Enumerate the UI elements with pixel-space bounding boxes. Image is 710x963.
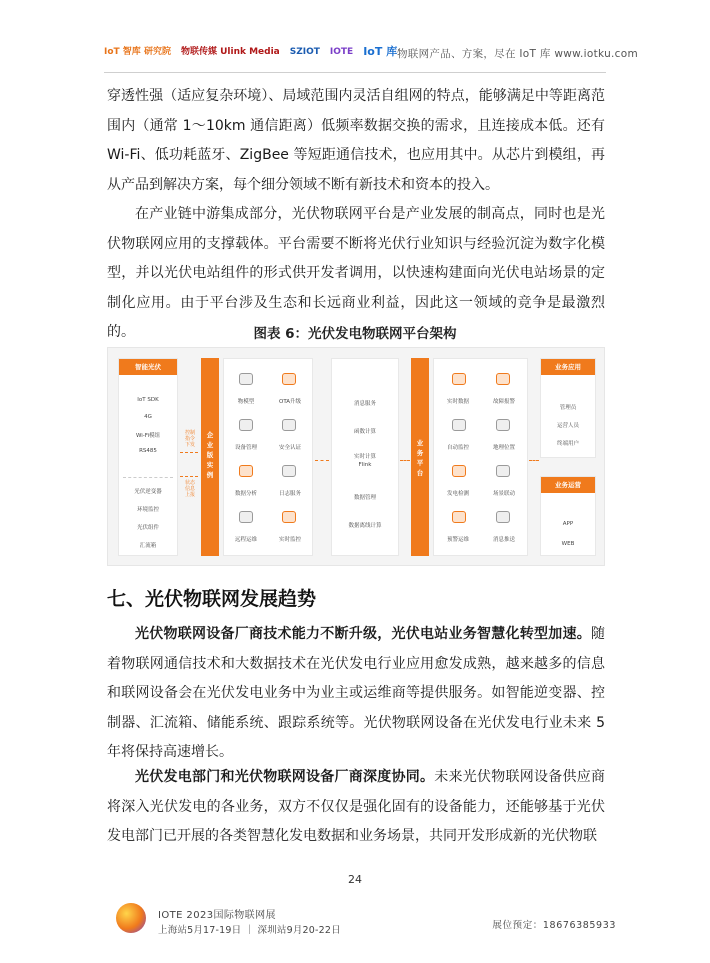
footer-expo-dates: 上海站5月17-19日 ｜ 深圳站9月20-22日 (158, 925, 341, 936)
architecture-diagram (107, 347, 605, 566)
business-to-app-arrow (529, 460, 539, 461)
business-feature-label: 场景联动 (492, 491, 515, 497)
business-feature-label: 自动监控 (446, 445, 469, 451)
realtime-data-icon (452, 373, 466, 385)
business-feature-label: 消息推送 (492, 537, 515, 543)
smart-pv-panel (118, 358, 178, 556)
paragraph-4-rest: 未来光伏物联网设备供应商将深入光伏发电的各业务，双方不仅仅是强化固有的设备能力，还能够基于光伏发电部门已开展的各类智慧化发电数据和业务场景，共同开发形成新的光伏物联 (107, 769, 605, 844)
figure-title: 图表 6：光伏发电物联网平台架构 (253, 326, 457, 342)
iot-zhiku-logo: IoT 智库 研究院 (104, 47, 171, 57)
control-arrow (180, 452, 198, 453)
log-service-icon (282, 465, 296, 477)
smart-pv-device: 汇流箱 (139, 543, 157, 549)
business-ops-item: WEB (561, 541, 575, 547)
paragraph-1 (107, 82, 605, 200)
business-ops-item: APP (562, 521, 574, 527)
paragraph-4 (107, 763, 605, 852)
smart-pv-item: 4G (144, 414, 152, 420)
data-analysis-icon (239, 465, 253, 477)
feature-label: 物模型 (237, 399, 255, 405)
business-feature-label: 地理位置 (492, 445, 515, 451)
platform-to-middleware-arrow (315, 460, 329, 461)
security-icon (282, 419, 296, 431)
status-arrow (180, 476, 198, 477)
business-app-item: 管理员 (559, 405, 577, 411)
header-logos (104, 38, 397, 66)
status-report-label: 状态 信息 上报 (184, 480, 195, 498)
smart-pv-item: Wi-Fi模组 (135, 433, 161, 439)
control-command-label: 控制 指令 下发 (184, 430, 195, 448)
message-push-icon (496, 511, 510, 523)
generation-detect-icon (452, 465, 466, 477)
middleware-item: 数据离线计算 (348, 523, 382, 529)
feature-label: 设备管理 (234, 445, 257, 451)
smart-pv-item: IoT SDK (137, 397, 159, 403)
middleware-item: 函数计算 (353, 429, 376, 435)
business-ops-title: 业务运营 (541, 477, 595, 493)
paragraph-3-bold: 光伏物联网设备厂商技术能力不断升级，光伏电站业务智慧化转型加速。 (135, 626, 591, 642)
smart-pv-divider (123, 477, 173, 478)
business-feature-label: 实时数据 (446, 399, 469, 405)
feature-label: 远程运维 (234, 537, 257, 543)
platform-features-panel (223, 358, 313, 556)
feature-label: 日志服务 (278, 491, 301, 497)
business-feature-label: 故障报警 (492, 399, 515, 405)
feature-label: 安全认证 (278, 445, 301, 451)
iote-logo: IOTE (329, 47, 354, 57)
paragraph-3 (107, 620, 605, 768)
iotku-logo: IoT 库 (363, 45, 398, 58)
header-divider (104, 72, 606, 73)
warning-ops-icon (452, 511, 466, 523)
thing-model-icon (239, 373, 253, 385)
middleware-item: 消息服务 (353, 401, 376, 407)
auto-monitor-icon (452, 419, 466, 431)
header-tagline: 物联网产品、方案，尽在 IoT 库 www.iotku.com (396, 48, 638, 60)
business-app-item: 终端用户 (556, 441, 579, 447)
smart-pv-item: RS485 (139, 448, 157, 454)
feature-label: 数据分析 (234, 491, 257, 497)
scene-linkage-icon (496, 465, 510, 477)
middleware-item: 数据管理 (353, 495, 376, 501)
enterprise-instance-bar: 企 业 版 实 例 (201, 358, 219, 556)
middleware-to-business-arrow (400, 460, 410, 461)
realtime-monitor-icon (282, 511, 296, 523)
sziot-logo: SZIOT (289, 47, 320, 57)
business-app-panel (540, 358, 596, 458)
paragraph-2-text: 在产业链中游集成部分，光伏物联网平台是产业发展的制高点，同时也是光伏物联网应用的支撑载体。平台需要不断将光伏行业知识与经验沉淀为数字化模型，并以光伏电站组件的形式供开发者调用，以快速构建面向光伏电站场景的定制化应用。由于平台涉及生态和长远商业利益，因此这一领域的竞争是最激烈的。 (107, 206, 605, 340)
page-number: 24 (348, 873, 362, 886)
paragraph-4-bold: 光伏发电部门和光伏物联网设备厂商深度协同。 (135, 769, 435, 785)
feature-label: OTA升级 (278, 399, 302, 405)
smart-pv-device: 光伏组件 (136, 525, 159, 531)
business-app-title: 业务应用 (541, 359, 595, 375)
smart-pv-title: 智能光伏 (119, 359, 177, 375)
business-app-item: 运营人员 (556, 423, 579, 429)
paragraph-3-text (107, 620, 605, 768)
paragraph-4-text (107, 763, 605, 852)
remote-ops-icon (239, 511, 253, 523)
smart-pv-device: 环境监控 (136, 507, 159, 513)
smart-pv-device: 光伏逆变器 (134, 489, 162, 495)
business-platform-bar: 业 务 平 台 (411, 358, 429, 556)
business-feature-label: 发电检测 (446, 491, 469, 497)
device-management-icon (239, 419, 253, 431)
footer-booking: 展位预定：18676385933 (492, 920, 616, 931)
footer-expo-name: IOTE 2023国际物联网展 (158, 910, 276, 921)
ota-icon (282, 373, 296, 385)
business-feature-label: 预警运维 (446, 537, 469, 543)
middleware-item: 实时计算 Flink (353, 454, 376, 468)
feature-label: 实时监控 (278, 537, 301, 543)
ulink-media-logo: 物联传媒 Ulink Media (180, 47, 280, 57)
business-ops-panel (540, 476, 596, 556)
iote-footer-logo (116, 903, 146, 933)
middleware-panel (331, 358, 399, 556)
paragraph-1-text: 穿透性强（适应复杂环境）、局域范围内灵活自组网的特点，能够满足中等距离范围内（通常 1～10km 通信距离）低频率数据交换的需求，且连接成本低。还有 Wi-Fi、低功耗蓝牙、ZigBee 等短距通信技术，也应用其中。从芯片到模组，再从产品到解决方案，每个细分领域不断有新技术和资本的投入。 (107, 88, 605, 193)
business-features-panel (433, 358, 528, 556)
paragraph-3-rest: 随着物联网通信技术和大数据技术在光伏发电行业应用愈发成熟，越来越多的信息和联网设备会在光伏发电业务中为业主或运维商等提供服务。如智能逆变器、控制器、汇流箱、储能系统、跟踪系统等。光伏物联网设备在光伏发电行业未来 5 年将保持高速增长。 (107, 626, 605, 760)
location-icon (496, 419, 510, 431)
section-title: 七、光伏物联网发展趋势 (107, 588, 317, 610)
fault-alarm-icon (496, 373, 510, 385)
